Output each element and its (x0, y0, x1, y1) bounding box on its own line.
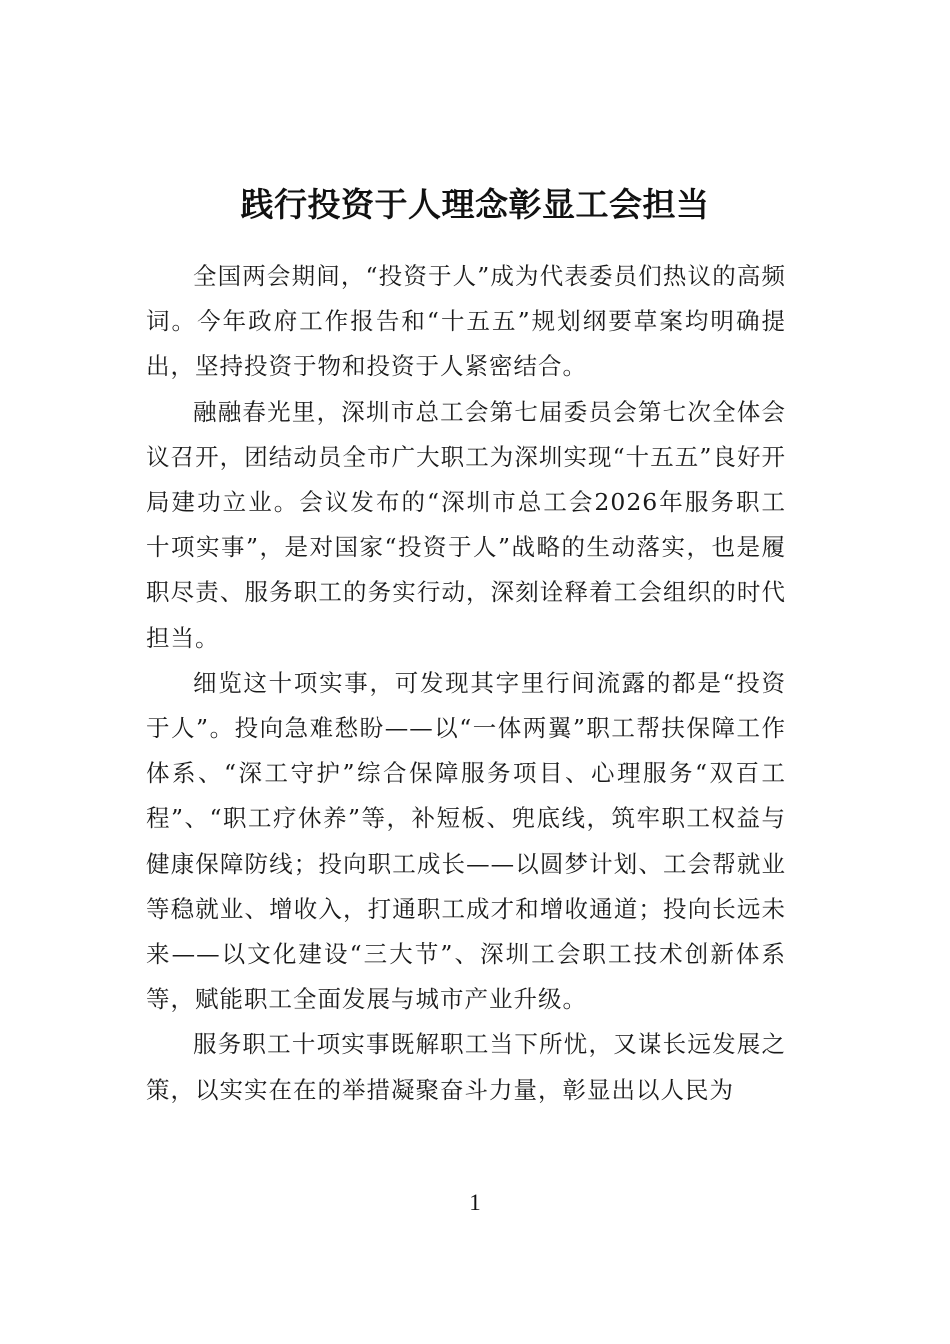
paragraph-2: 融融春光里，深圳市总工会第七届委员会第七次全体会议召开，团结动员全市广大职工为深圳实现“十五五”良好开局建功立业。会议发布的“深圳市总工会2026年服务职工十项实事”，是对国家“投资于人”战略的生动落实，也是履职尽责、服务职工的务实行动，深刻诠释着工会组织的时代担当。 (146, 397, 786, 652)
paragraph-1: 全国两会期间，“投资于人”成为代表委员们热议的高频词。今年政府工作报告和“十五五”规划纲要草案均明确提出，坚持投资于物和投资于人紧密结合。 (146, 262, 786, 381)
paragraph-3: 细览这十项实事，可发现其字里行间流露的都是“投资于人”。投向急难愁盼——以“一体两翼”职工帮扶保障工作体系、“深工守护”综合保障服务项目、心理服务“双百工程”、“职工疗休养”等，补短板、兜底线，筑牢职工权益与健康保障防线；投向职工成长——以圆梦计划、工会帮就业等稳就业、增收入，打通职工成才和增收通道；投向长远未来——以文化建设“三大节”、深圳工会职工技术创新体系等，赋能职工全面发展与城市产业升级。 (146, 668, 786, 1014)
document-body (146, 254, 786, 1113)
page-number: 1 (469, 1190, 481, 1215)
paragraph-4: 服务职工十项实事既解职工当下所忧，又谋长远发展之策，以实实在在的举措凝聚奋斗力量，彰显出以人民为 (146, 1030, 786, 1104)
document-title: 践行投资于人理念彰显工会担当 (240, 185, 710, 225)
